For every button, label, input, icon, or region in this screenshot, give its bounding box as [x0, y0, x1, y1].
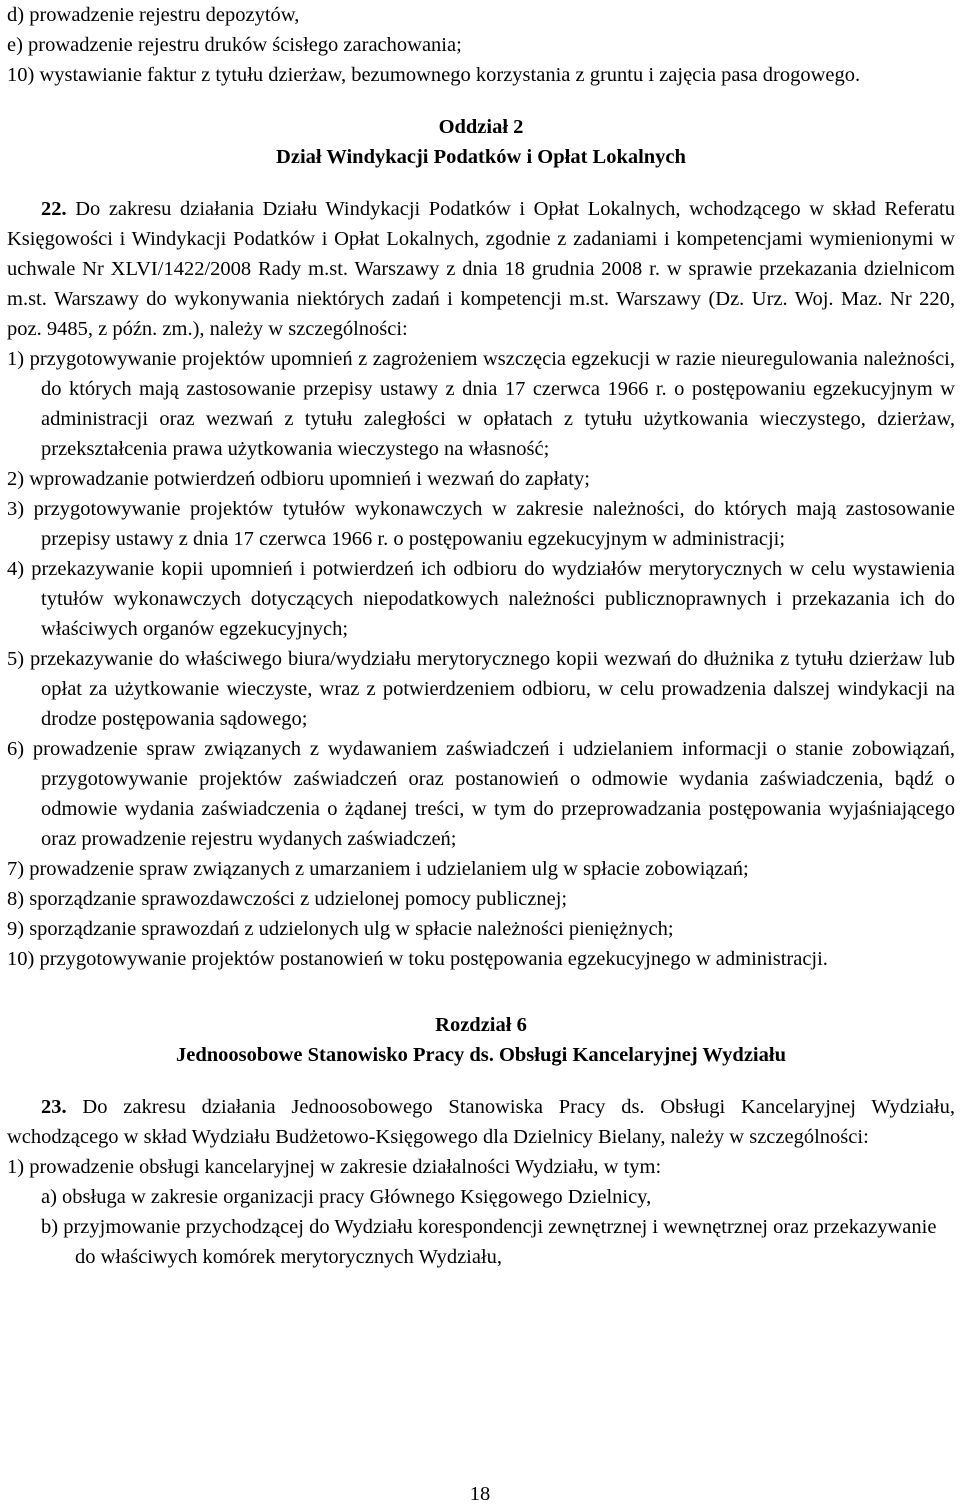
list-item: d) prowadzenie rejestru depozytów,: [7, 4, 300, 26]
list-item: 10) wystawianie faktur z tytułu dzierżaw, bezumownego korzystania z gruntu i zajęcia pasa drogowego.: [7, 64, 861, 86]
chapter-title: Rozdział 6: [435, 1014, 527, 1036]
list-item: 5) przekazywanie do właściwego biura/wydziału merytorycznego kopii wezwań do dłużnika z tytułu dzierżaw lub opłat za użytkowanie wieczyste, wraz z potwierdzeniem odbioru, w celu prowadzenia dalszej windykacji na drodze postępowania sądowego;: [7, 648, 955, 730]
list-item: 1) prowadzenie obsługi kancelaryjnej w zakresie działalności Wydziału, w tym:: [7, 1156, 662, 1178]
paragraph-23: [7, 1092, 955, 1152]
list-item: 8) sporządzanie sprawozdawczości z udzielonej pomocy publicznej;: [7, 888, 568, 910]
sub-list-item: b) przyjmowanie przychodzącej do Wydziału korespondencji zewnętrznej i wewnętrznej oraz przekazywanie do właściwych komórek merytorycznych Wydziału,: [41, 1216, 937, 1268]
paragraph-number: 23.: [41, 1096, 67, 1118]
paragraph-text: Do zakresu działania Działu Windykacji Podatków i Opłat Lokalnych, wchodzącego w skład Referatu Księgowości i Windykacji Podatków i Opłat Lokalnych, zgodnie z zadaniami i kompetencjami wymienionymi w uchwale Nr XLVI/1422/2008 Rady m.st. Warszawy z dnia 18 grudnia 2008 r. w sprawie przekazania dzielnicom m.st. Warszawy do wykonywania niektórych zadań i kompetencji m.st. Warszawy (Dz. Urz. Woj. Maz. Nr 220, poz. 9485, z późn. zm.), należy w szczególności:: [7, 198, 956, 340]
chapter-subtitle: Jednoosobowe Stanowisko Pracy ds. Obsługi Kancelaryjnej Wydziału: [176, 1044, 786, 1066]
list-item: e) prowadzenie rejestru druków ścisłego zarachowania;: [7, 34, 462, 56]
top-list: [7, 0, 955, 90]
list-item: 10) przygotowywanie projektów postanowień w toku postępowania egzekucyjnego w administracji.: [7, 948, 828, 970]
chapter6-list: [7, 1152, 955, 1272]
section2-list: [7, 344, 955, 974]
paragraph-number: 22.: [41, 198, 67, 220]
list-item: 3) przygotowywanie projektów tytułów wykonawczych w zakresie należności, do których mają zastosowanie przepisy ustawy z dnia 17 czerwca 1966 r. o postępowaniu egzekucyjnym w administracji;: [7, 498, 955, 550]
section-title: Oddział 2: [438, 116, 524, 138]
list-item: 2) wprowadzanie potwierdzeń odbioru upomnień i wezwań do zapłaty;: [7, 468, 590, 490]
list-item: 1) przygotowywanie projektów upomnień z zagrożeniem wszczęcia egzekucji w razie nieuregulowania należności, do których mają zastosowanie przepisy ustawy z dnia 17 czerwca 1966 r. o postępowaniu egzekucyjnym w administracji oraz wezwań z tytułu zaległości w opłatach z tytułu użytkowania wieczystego, dzierżaw, przekształcenia prawa użytkowania wieczystego na własność;: [7, 348, 955, 460]
section-subtitle: Dział Windykacji Podatków i Opłat Lokalnych: [276, 146, 686, 168]
page-number: 18: [469, 1483, 491, 1505]
list-item: 6) prowadzenie spraw związanych z wydawaniem zaświadczeń i udzielaniem informacji o stanie zobowiązań, przygotowywanie projektów zaświadczeń oraz postanowień o odmowie wydania zaświadczenia, bądź o odmowie wydania zaświadczenia o żądanej treści, w tym do przeprowadzania postępowania wyjaśniającego oraz prowadzenie rejestru wydanych zaświadczeń;: [7, 738, 955, 850]
paragraph-22: [7, 194, 955, 344]
sub-list-item: a) obsługa w zakresie organizacji pracy Głównego Księgowego Dzielnicy,: [41, 1186, 652, 1208]
list-item: 7) prowadzenie spraw związanych z umarzaniem i udzielaniem ulg w spłacie zobowiązań;: [7, 858, 749, 880]
paragraph-text: Do zakresu działania Jednoosobowego Stanowiska Pracy ds. Obsługi Kancelaryjnej Wydziału, wchodzącego w skład Wydziału Budżetowo-Księgowego dla Dzielnicy Bielany, należy w szczególności:: [7, 1096, 956, 1148]
list-item: 4) przekazywanie kopii upomnień i potwierdzeń ich odbioru do wydziałów merytorycznych w celu wystawienia tytułów wykonawczych dotyczących niepodatkowych należności publicznoprawnych i przekazania ich do właściwych organów egzekucyjnych;: [7, 558, 955, 640]
list-item: 9) sporządzanie sprawozdań z udzielonych ulg w spłacie należności pieniężnych;: [7, 918, 674, 940]
